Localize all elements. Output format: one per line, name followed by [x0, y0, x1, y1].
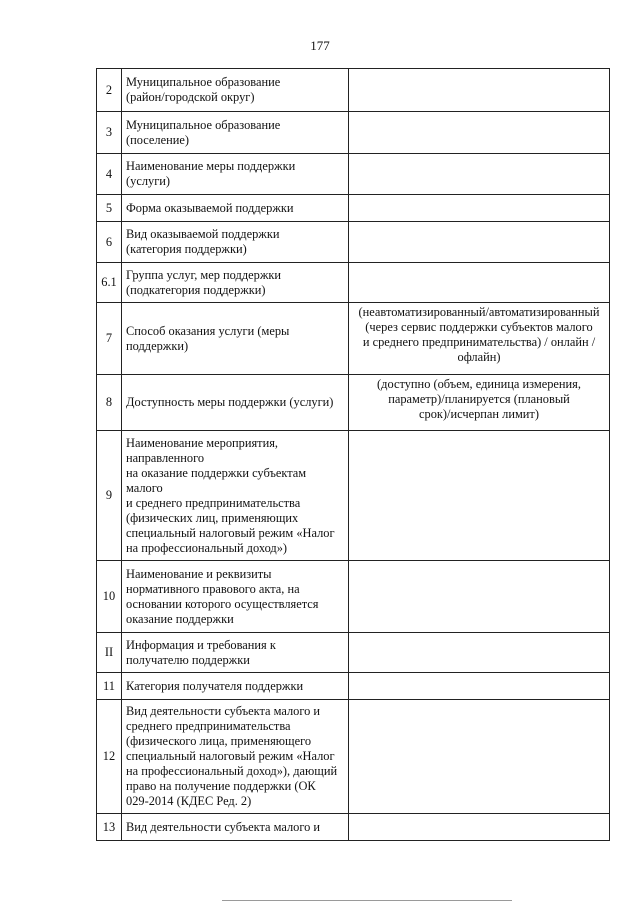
support-form-table — [96, 68, 610, 841]
row-label: Наименование меры поддержки (услуги) — [122, 154, 349, 195]
row-label: Наименование и реквизиты нормативного правового акта, на основании которого осуществляется оказание поддержки — [122, 561, 349, 633]
row-number: 2 — [97, 69, 122, 112]
table-row — [97, 375, 610, 431]
table-row — [97, 195, 610, 222]
row-number: 8 — [97, 375, 122, 431]
table-row — [97, 154, 610, 195]
table-row — [97, 700, 610, 814]
row-label: Форма оказываемой поддержки — [122, 195, 349, 222]
row-label: Способ оказания услуги (меры поддержки) — [122, 303, 349, 375]
row-number: 6.1 — [97, 263, 122, 303]
row-number: 5 — [97, 195, 122, 222]
row-value — [349, 154, 610, 195]
row-label: Вид оказываемой поддержки (категория поддержки) — [122, 222, 349, 263]
row-value: (неавтоматизированный/автоматизированный (через сервис поддержки субъектов малого и среднего предпринимательства) / онлайн / офлайн) — [349, 303, 610, 375]
row-value — [349, 700, 610, 814]
row-value — [349, 69, 610, 112]
table-row — [97, 303, 610, 375]
row-number: 6 — [97, 222, 122, 263]
row-number: 3 — [97, 112, 122, 154]
row-value — [349, 673, 610, 700]
table-row — [97, 561, 610, 633]
row-value — [349, 263, 610, 303]
row-number: 10 — [97, 561, 122, 633]
row-label: Группа услуг, мер поддержки (подкатегория поддержки) — [122, 263, 349, 303]
table-row — [97, 633, 610, 673]
table-row — [97, 263, 610, 303]
row-value — [349, 561, 610, 633]
row-label: Категория получателя поддержки — [122, 673, 349, 700]
row-label: Вид деятельности субъекта малого и — [122, 814, 349, 841]
row-label: Доступность меры поддержки (услуги) — [122, 375, 349, 431]
row-number: 13 — [97, 814, 122, 841]
scan-edge-line — [222, 900, 512, 901]
row-value: (доступно (объем, единица измерения, параметр)/планируется (плановый срок)/исчерпан лимит) — [349, 375, 610, 431]
table-row — [97, 222, 610, 263]
row-label: Информация и требования к получателю поддержки — [122, 633, 349, 673]
row-value — [349, 633, 610, 673]
row-number: 7 — [97, 303, 122, 375]
row-number: 12 — [97, 700, 122, 814]
row-label: Наименование мероприятия, направленного на оказание поддержки субъектам малого и среднего предпринимательства (физических лиц, применяющих специальный налоговый режим «Налог на профессиональный доход») — [122, 431, 349, 561]
row-label: Вид деятельности субъекта малого и среднего предпринимательства (физического лица, применяющего специальный налоговый режим «Налог на профессиональный доход»), дающий право на получение поддержки (ОК 029-2014 (КДЕС Ред. 2) — [122, 700, 349, 814]
table-row — [97, 112, 610, 154]
table-row — [97, 431, 610, 561]
row-value — [349, 814, 610, 841]
row-label: Муниципальное образование (поселение) — [122, 112, 349, 154]
row-number: 4 — [97, 154, 122, 195]
row-number: 9 — [97, 431, 122, 561]
row-label: Муниципальное образование (район/городской округ) — [122, 69, 349, 112]
table-row — [97, 69, 610, 112]
row-value — [349, 431, 610, 561]
row-number: II — [97, 633, 122, 673]
table-row — [97, 673, 610, 700]
row-value — [349, 195, 610, 222]
row-value — [349, 222, 610, 263]
page-number: 177 — [310, 38, 330, 53]
table-row — [97, 814, 610, 841]
row-number: 11 — [97, 673, 122, 700]
row-value — [349, 112, 610, 154]
